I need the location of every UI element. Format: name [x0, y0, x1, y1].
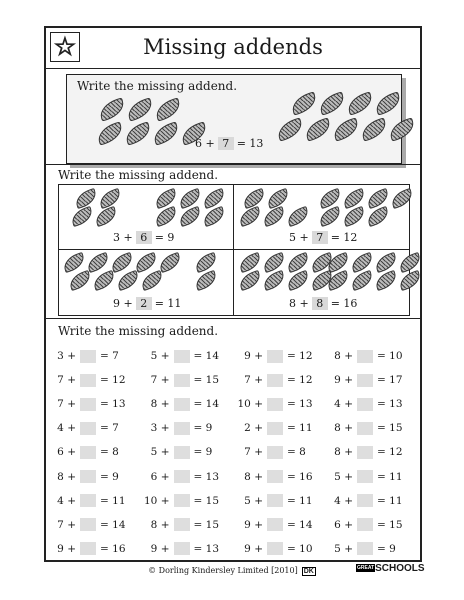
- addend: 8 +: [244, 470, 263, 483]
- answer-blank[interactable]: [80, 470, 96, 483]
- greatschools-logo: GREATSCHOOLS: [357, 563, 425, 574]
- sum: = 9: [100, 470, 119, 483]
- page-title: Missing addends: [143, 35, 323, 59]
- answer-blank[interactable]: [174, 374, 190, 387]
- sum: = 11: [154, 297, 182, 310]
- answer-blank[interactable]: [80, 422, 96, 435]
- drill-row: [56, 464, 413, 488]
- answer-blank[interactable]: [357, 350, 373, 363]
- sum: = 17: [377, 374, 403, 387]
- blank-cell: [76, 416, 100, 440]
- sum: = 15: [193, 518, 219, 531]
- addend: 4 +: [334, 398, 353, 411]
- sum: = 11: [287, 494, 313, 507]
- star-icon: ☆: [50, 32, 80, 62]
- blank-cell: [353, 392, 377, 416]
- sum: = 12: [330, 231, 358, 244]
- addend: 3 +: [150, 422, 170, 435]
- answer-box: 7: [218, 137, 234, 150]
- answer-blank[interactable]: [267, 422, 283, 435]
- answer-blank[interactable]: [357, 470, 373, 483]
- blank-cell: [263, 392, 287, 416]
- blank-cell: [170, 537, 194, 561]
- answer-blank[interactable]: [174, 422, 190, 435]
- addend: 3 +: [113, 231, 133, 244]
- addend: 7 +: [150, 374, 170, 387]
- blank-cell: [263, 464, 287, 488]
- addend: 5 +: [334, 542, 353, 555]
- answer-box: 7: [312, 231, 328, 244]
- sum: = 11: [377, 494, 403, 507]
- blank-cell: [263, 440, 287, 464]
- example-instruction: Write the missing addend.: [77, 79, 238, 93]
- answer-blank[interactable]: [80, 398, 96, 411]
- answer-blank[interactable]: [267, 542, 283, 555]
- blank-cell: [263, 513, 287, 537]
- answer-blank[interactable]: [357, 374, 373, 387]
- worksheet-frame: [44, 26, 422, 562]
- blank-cell: [76, 368, 100, 392]
- sum: = 12: [287, 350, 313, 363]
- sum: = 15: [377, 422, 403, 435]
- divider: [46, 164, 420, 165]
- problem-cell: [235, 251, 409, 315]
- blank-cell: [170, 368, 194, 392]
- sum: = 14: [287, 518, 313, 531]
- answer-blank[interactable]: [357, 518, 373, 531]
- blank-cell: [170, 513, 194, 537]
- blank-cell: [263, 416, 287, 440]
- answer-blank[interactable]: [174, 542, 190, 555]
- sum: = 8: [100, 446, 119, 459]
- blank-cell: [353, 513, 377, 537]
- blank-cell: [76, 392, 100, 416]
- blank-cell: [170, 392, 194, 416]
- example-equation: [195, 137, 263, 150]
- blank-cell: [263, 537, 287, 561]
- addend: 6 +: [150, 470, 170, 483]
- drill-row: [56, 344, 413, 368]
- sum: = 14: [193, 398, 219, 411]
- addend: 4 +: [57, 494, 76, 507]
- answer-box: 2: [136, 297, 152, 310]
- answer-blank[interactable]: [267, 494, 283, 507]
- answer-blank[interactable]: [357, 446, 373, 459]
- sum: = 10: [377, 350, 403, 363]
- sum: = 13: [236, 137, 264, 150]
- drill-row: [56, 368, 413, 392]
- sum: = 15: [193, 494, 219, 507]
- drill-row: [56, 416, 413, 440]
- addend: 9 +: [150, 542, 170, 555]
- answer-blank[interactable]: [174, 470, 190, 483]
- addend: 5 +: [150, 350, 170, 363]
- drill-row: [56, 513, 413, 537]
- blank-cell: [76, 537, 100, 561]
- sum: = 15: [193, 374, 219, 387]
- addend: 5 +: [334, 470, 353, 483]
- addend: 5 +: [244, 494, 263, 507]
- blank-cell: [76, 489, 100, 513]
- blank-cell: [353, 440, 377, 464]
- header: [46, 28, 420, 69]
- answer-blank[interactable]: [80, 350, 96, 363]
- section2-instruction: Write the missing addend.: [58, 168, 219, 182]
- blank-cell: [76, 513, 100, 537]
- blank-cell: [263, 344, 287, 368]
- drill-table: [56, 344, 413, 561]
- addend: 8 +: [57, 470, 76, 483]
- blank-cell: [76, 464, 100, 488]
- answer-blank[interactable]: [80, 518, 96, 531]
- addend: 3 +: [57, 350, 76, 363]
- answer-blank[interactable]: [267, 446, 283, 459]
- example-box: [66, 74, 402, 164]
- problem-cell: [59, 185, 233, 249]
- sum: = 9: [193, 422, 213, 435]
- answer-blank[interactable]: [80, 494, 96, 507]
- blank-cell: [170, 489, 194, 513]
- drill-row: [56, 440, 413, 464]
- sum: = 12: [100, 374, 126, 387]
- blank-cell: [170, 464, 194, 488]
- addend: 9 +: [57, 542, 76, 555]
- sum: = 9: [154, 231, 175, 244]
- answer-blank[interactable]: [174, 494, 190, 507]
- addend: 5 +: [150, 446, 170, 459]
- addend: 9 +: [334, 374, 353, 387]
- drill-row: [56, 537, 413, 561]
- answer-blank[interactable]: [267, 470, 283, 483]
- sum: = 16: [330, 297, 358, 310]
- blank-cell: [353, 489, 377, 513]
- sum: = 9: [193, 446, 213, 459]
- blank-cell: [76, 344, 100, 368]
- problem-cell: [235, 185, 409, 249]
- answer-blank[interactable]: [174, 398, 190, 411]
- answer-blank[interactable]: [267, 350, 283, 363]
- addend: 8 +: [150, 518, 170, 531]
- section3-instruction: Write the missing addend.: [58, 324, 219, 338]
- answer-blank[interactable]: [267, 518, 283, 531]
- answer-box: 8: [312, 297, 328, 310]
- answer-blank[interactable]: [357, 398, 373, 411]
- sum: = 14: [193, 350, 219, 363]
- sum: = 14: [100, 518, 126, 531]
- addend: 4 +: [57, 422, 76, 435]
- sum: = 11: [100, 494, 126, 507]
- blank-cell: [353, 416, 377, 440]
- addend: 7 +: [57, 398, 76, 411]
- problem-cell: [59, 251, 233, 315]
- blank-cell: [76, 440, 100, 464]
- dk-logo: DK: [303, 568, 314, 575]
- sum: = 13: [287, 398, 313, 411]
- sum: = 16: [100, 542, 126, 555]
- blank-cell: [170, 440, 194, 464]
- answer-blank[interactable]: [357, 494, 373, 507]
- blank-cell: [353, 537, 377, 561]
- picture-problems-grid: [58, 184, 410, 316]
- answer-blank[interactable]: [80, 446, 96, 459]
- addend: 9 +: [113, 297, 133, 310]
- blank-cell: [353, 344, 377, 368]
- answer-blank[interactable]: [174, 350, 190, 363]
- drill-row: [56, 489, 413, 513]
- sum: = 12: [377, 446, 403, 459]
- addend: 8 +: [334, 446, 353, 459]
- addend: 2 +: [244, 422, 263, 435]
- sum: = 10: [287, 542, 313, 555]
- answer-blank[interactable]: [174, 446, 190, 459]
- addend: 7 +: [57, 518, 76, 531]
- addend: 4 +: [334, 494, 353, 507]
- addend: 7 +: [57, 374, 76, 387]
- sum: = 13: [100, 398, 126, 411]
- sum: = 9: [377, 542, 396, 555]
- addend: 10 +: [237, 398, 263, 411]
- answer-blank[interactable]: [80, 542, 96, 555]
- sum: = 7: [100, 350, 119, 363]
- blank-cell: [353, 368, 377, 392]
- answer-box: 6: [136, 231, 152, 244]
- blank-cell: [353, 464, 377, 488]
- answer-blank[interactable]: [267, 374, 283, 387]
- answer-blank[interactable]: [174, 518, 190, 531]
- copyright: © Dorling Kindersley Limited [2010]: [148, 566, 298, 575]
- addend: 8 +: [289, 297, 309, 310]
- addend: 7 +: [244, 446, 263, 459]
- addend: 8 +: [334, 422, 353, 435]
- divider: [46, 318, 420, 319]
- addend: 5 +: [289, 231, 309, 244]
- sum: = 12: [287, 374, 313, 387]
- addend: 8 +: [150, 398, 170, 411]
- sum: = 16: [287, 470, 313, 483]
- sum: = 7: [100, 422, 119, 435]
- sum: = 13: [193, 542, 219, 555]
- blank-cell: [170, 416, 194, 440]
- blank-cell: [170, 344, 194, 368]
- addend: 7 +: [244, 374, 263, 387]
- addend: 9 +: [244, 542, 263, 555]
- sum: = 15: [377, 518, 403, 531]
- sum: = 13: [193, 470, 219, 483]
- blank-cell: [263, 368, 287, 392]
- sum: = 13: [377, 398, 403, 411]
- addend: 10 +: [144, 494, 170, 507]
- sum: = 11: [287, 422, 313, 435]
- answer-blank[interactable]: [80, 374, 96, 387]
- answer-blank[interactable]: [267, 398, 283, 411]
- drill-row: [56, 392, 413, 416]
- addend: 9 +: [244, 350, 263, 363]
- answer-blank[interactable]: [357, 422, 373, 435]
- blank-cell: [263, 489, 287, 513]
- addend: 6 +: [57, 446, 76, 459]
- addend: 6 +: [334, 518, 353, 531]
- addend: 6 +: [195, 137, 215, 150]
- addend: 8 +: [334, 350, 353, 363]
- sum: = 8: [287, 446, 306, 459]
- answer-blank[interactable]: [357, 542, 373, 555]
- sum: = 11: [377, 470, 403, 483]
- addend: 9 +: [244, 518, 263, 531]
